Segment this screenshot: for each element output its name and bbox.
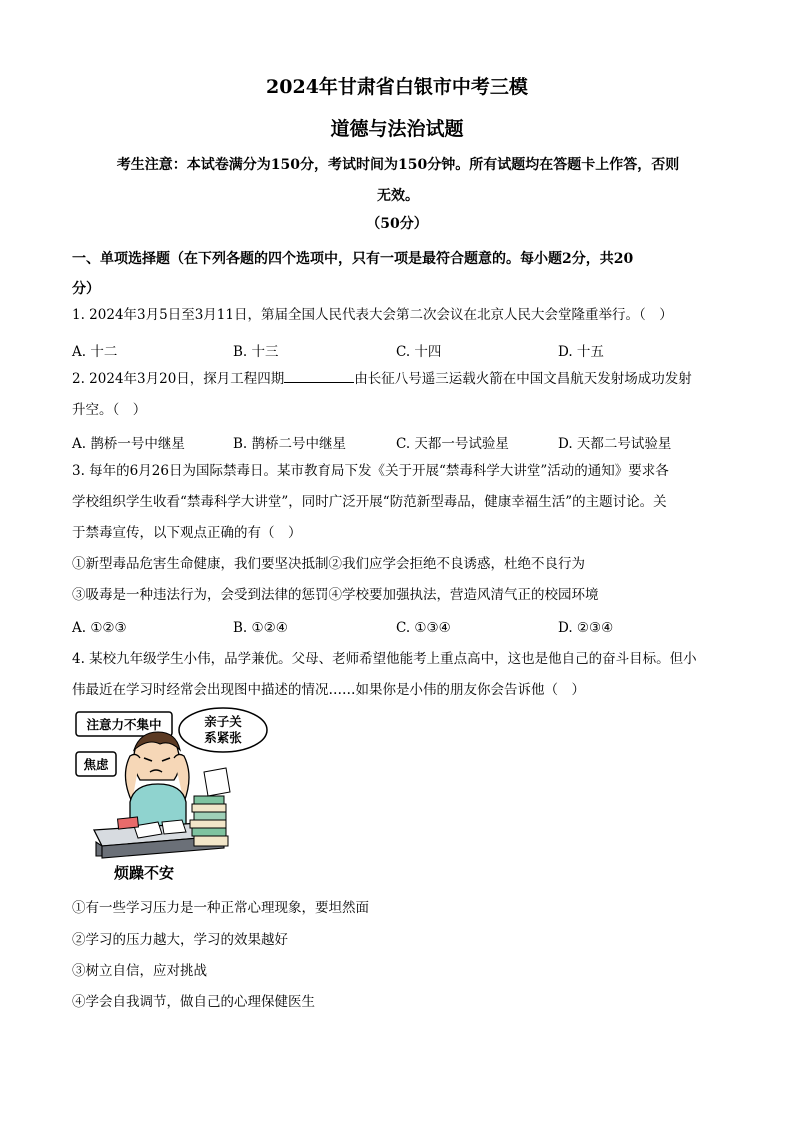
bubble-family-text-1: 亲子关 — [204, 714, 242, 729]
question-2-stem-part-2: 由长征八号遥三运载火箭在中国文昌航天发射场成功发射 — [354, 371, 692, 387]
question-3-stem-line-1: 3. 每年的6月26日为国际禁毒日。某市教育局下发《关于开展“禁毒科学大讲堂”活动的通知》要求各 — [72, 463, 669, 479]
question-4-item-4: ④学会自我调节，做自己的心理保健医生 — [72, 994, 315, 1010]
option-c: C. ①③④ — [396, 620, 451, 636]
question-1-stem: 1. 2024年3月5日至3月11日，第届全国人民代表大会第二次会议在北京人民大会堂隆重举行。（ ） — [72, 307, 673, 323]
open-book-page — [162, 820, 186, 834]
cartoon-caption: 烦躁不安 — [114, 864, 175, 882]
section-heading — [72, 244, 724, 304]
paper-sheet — [204, 768, 230, 796]
bubble-anxiety-text: 焦虑 — [83, 757, 109, 772]
question-3-stem-line-3: 于禁毒宣传，以下观点正确的有（ ） — [72, 525, 302, 541]
section-score: （50分） — [366, 216, 428, 232]
option-a: A. ①②③ — [72, 620, 127, 636]
student-figure — [125, 732, 189, 826]
exam-title: 2024年甘肃省白银市中考三模 — [266, 76, 528, 98]
stressed-student-cartoon — [74, 706, 274, 886]
question-3-stem-line-2: 学校组织学生收看“禁毒科学大讲堂”，同时广泛开展“防范新型毒品，健康幸福生活”的主题讨论。关 — [72, 494, 667, 510]
question-4-item-2: ②学习的压力越大，学习的效果越好 — [72, 932, 288, 948]
question-1-options — [72, 340, 724, 364]
option-a: A. 十二 — [72, 344, 118, 360]
bubble-family-text-2: 系紧张 — [204, 730, 242, 745]
question-4-item-3: ③树立自信，应对挑战 — [72, 963, 207, 979]
answer-blank — [284, 368, 354, 383]
candidate-notice — [72, 150, 724, 212]
option-c: C. 十四 — [396, 344, 442, 360]
notice-line-1: 考生注意：本试卷满分为150分，考试时间为150分钟。所有试题均在答题卡上作答，否则 — [116, 157, 680, 173]
option-d: D. 天都二号试验星 — [558, 436, 672, 452]
question-4-stem-line-2: 伟最近在学习时经常会出现图中描述的情况……如果你是小伟的朋友你会告诉他（ ） — [72, 682, 585, 698]
question-2-options — [72, 432, 724, 456]
notebook — [118, 817, 139, 829]
option-d: D. ②③④ — [558, 620, 614, 636]
book-stack — [190, 796, 228, 846]
option-b: B. ①②④ — [233, 620, 288, 636]
section-heading-line-2: 分） — [72, 281, 100, 297]
question-2-stem-part-1: 2. 2024年3月20日，探月工程四期 — [72, 371, 285, 387]
question-4-item-1: ①有一些学习压力是一种正常心理现象，要坦然面 — [72, 900, 369, 916]
option-c: C. 天都一号试验星 — [396, 436, 509, 452]
question-3-statement-3-4: ③吸毒是一种违法行为，会受到法律的惩罚④学校要加强执法，营造风清气正的校园环境 — [72, 587, 599, 603]
question-3-statement-1-2: ①新型毒品危害生命健康，我们要坚决抵制②我们应学会拒绝不良诱惑，杜绝不良行为 — [72, 556, 585, 572]
option-d: D. 十五 — [558, 344, 604, 360]
question-4-stem-line-1: 4. 某校九年级学生小伟，品学兼优。父母、老师希望他能考上重点高中，这也是他自己的奋斗目标。但小 — [72, 651, 697, 667]
question-2-stem-line-2: 升空。（ ） — [72, 402, 147, 418]
option-b: B. 鹊桥二号中继星 — [233, 436, 347, 452]
bubble-attention-text: 注意力不集中 — [86, 717, 162, 732]
section-heading-line-1: 一、单项选择题（在下列各题的四个选项中，只有一项是最符合题意的。每小题2分，共20 — [72, 251, 634, 267]
question-2-stem-line-1 — [72, 364, 724, 395]
option-b: B. 十三 — [233, 344, 279, 360]
exam-subtitle: 道德与法治试题 — [330, 118, 464, 140]
option-a: A. 鹊桥一号中继星 — [72, 436, 185, 452]
notice-line-2: 无效。 — [377, 188, 419, 204]
cartoon-drawing — [74, 706, 274, 886]
question-3-options — [72, 620, 724, 644]
